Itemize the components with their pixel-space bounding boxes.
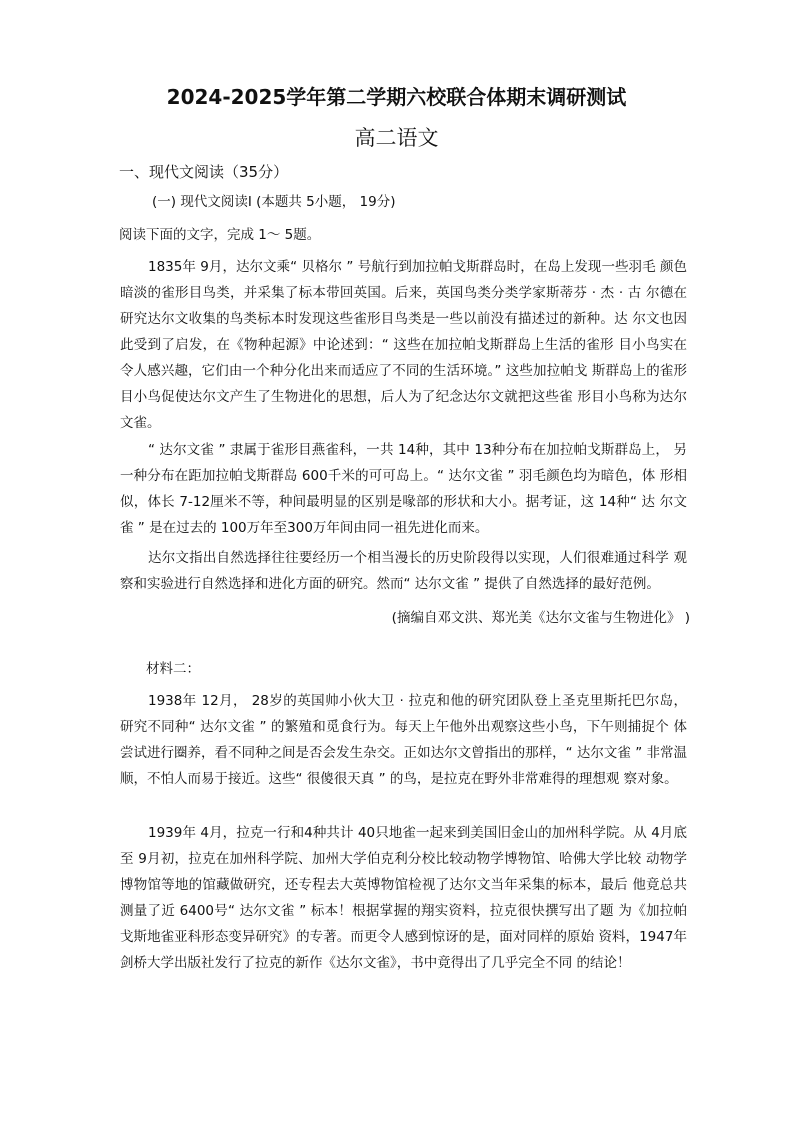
material1-paragraph-3: 达尔文指出自然选择往往要经历一个相当漫长的历史阶段得以实现，人们很难通过科学 观察和实验进行自然选择和进化方面的研究。然而“ 达尔文雀 ” 提供了自然选择的最好范例。 xyxy=(120,550,687,592)
section-subheading: (一) 现代文阅读Ⅰ (本题共 5小题， 19分) xyxy=(152,194,396,210)
reading-instruction: 阅读下面的文字，完成 1～ 5题。 xyxy=(119,227,321,243)
material2-label: 材料二： xyxy=(146,661,200,677)
material1-source: (摘编自邓文洪、郑光美《达尔文雀与生物进化》 ) xyxy=(391,610,690,626)
exam-subtitle: 高二语文 xyxy=(354,126,439,150)
section-heading: 一、现代文阅读（35分） xyxy=(119,163,289,181)
material2-paragraph-2: 1939年 4月，拉克一行和4种共计 40只地雀一起来到美国旧金山的加州科学院。从 4月底至 9月初，拉克在加州科学院、加州大学伯克利分校比较动物学博物馆、哈佛大学比较 动物学博物馆等地的馆藏做研究，还专程去大英博物馆检视了达尔文当年采集的标本，最后 他竟总共测量了近 6400号“ 达尔文雀 ” 标本！根据掌握的翔实资料，拉克很快撰写出了题 为《加拉帕戈斯地雀亚科形态变异研究》的专著。而更令人感到惊讶的是，面对同样的原始 资料，1947年剑桥大学出版社发行了拉克的新作《达尔文雀》，书中竟得出了几乎完全不同 的结论！ xyxy=(120,825,687,971)
exam-title: 2024-2025学年第二学期六校联合体期末调研测试 xyxy=(166,85,627,109)
material1-paragraph-2: “ 达尔文雀 ” 隶属于雀形目燕雀科，一共 14种，其中 13种分布在加拉帕戈斯群岛上， 另一种分布在距加拉帕戈斯群岛 600千米的可可岛上。“ 达尔文雀 ” 羽毛颜色均为暗色，体 形相似，体长 7-12厘米不等，种间最明显的区别是喙部的形状和大小。据考证，这 14种“ 达 尔文雀 ” 是在过去的 100万年至300万年间由同一祖先进化而来。 xyxy=(120,442,687,536)
material2-paragraph-1: 1938年 12月， 28岁的英国帅小伙大卫 · 拉克和他的研究团队登上圣克里斯托巴尔岛， 研究不同种“ 达尔文雀 ” 的繁殖和觅食行为。每天上午他外出观察这些小鸟，下午则捕捉个 体尝试进行圈养，看不同种之间是否会发生杂交。正如达尔文曾指出的那样，“ 达尔文雀 ” 非常温顺，不怕人而易于接近。这些“ 很傻很天真 ” 的鸟，是拉克在野外非常难得的理想观 察对象。 xyxy=(120,693,687,787)
material1-paragraph-1: 1835年 9月，达尔文乘“ 贝格尔 ” 号航行到加拉帕戈斯群岛时，在岛上发现一些羽毛 颜色暗淡的雀形目鸟类，并采集了标本带回英国。后来，英国鸟类分类学家斯蒂芬 · 杰 · 古 尔德在研究达尔文收集的鸟类标本时发现这些雀形目鸟类是一些以前没有描述过的新种。达 尔文也因此受到了启发，在《物种起源》中论述到：“ 这些在加拉帕戈斯群岛上生活的雀形 目小鸟实在令人感兴趣，它们由一个种分化出来而适应了不同的生活环境。” 这些加拉帕戈 斯群岛上的雀形目小鸟促使达尔文产生了生物进化的思想，后人为了纪念达尔文就把这些雀 形目小鸟称为达尔文雀。 xyxy=(120,259,687,431)
